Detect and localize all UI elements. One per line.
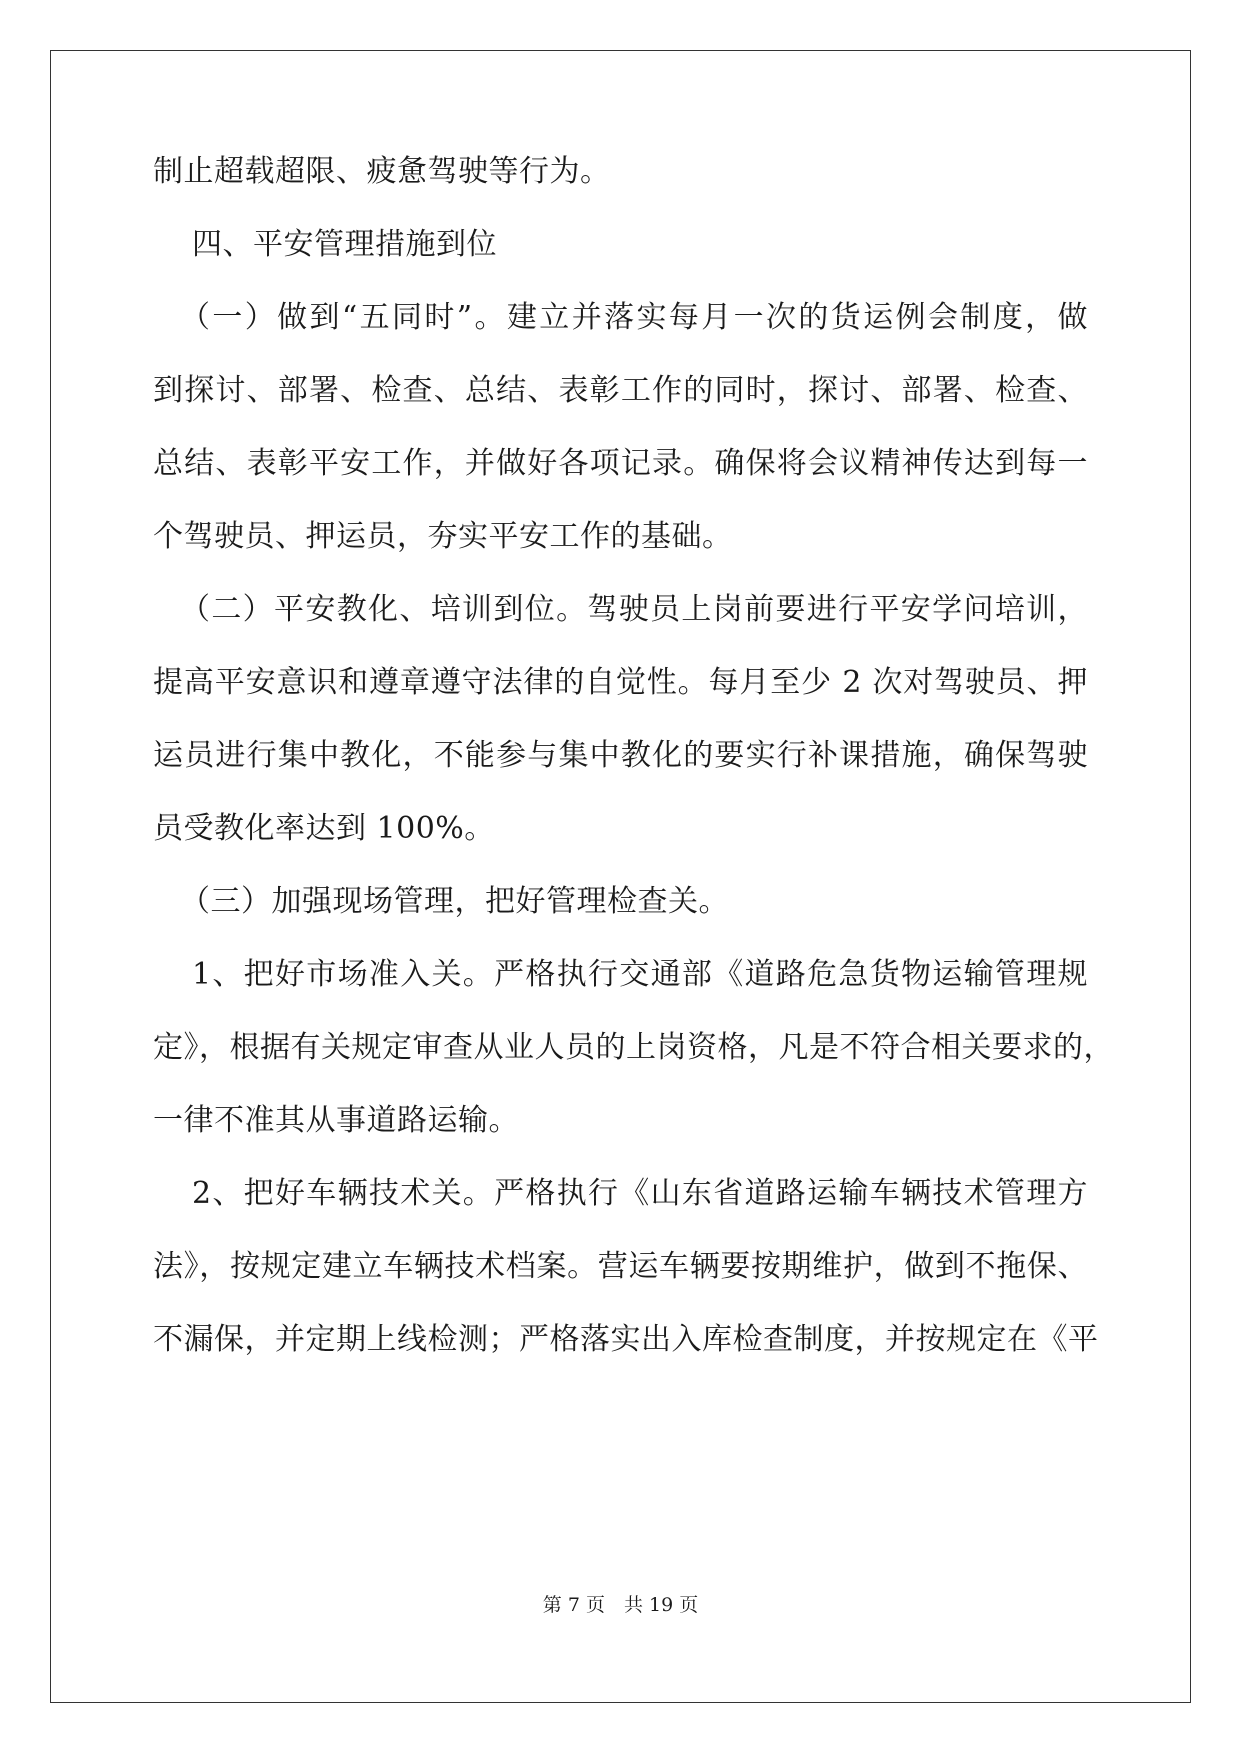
body-line: 到探讨、部署、检查、总结、表彰工作的同时，探讨、部署、检查、 <box>153 373 1088 408</box>
body-line: （二）平安教化、培训到位。驾驶员上岗前要进行平安学问培训， <box>180 592 1088 627</box>
body-line: 定》，根据有关规定审查从业人员的上岗资格，凡是不符合相关要求的， <box>153 1030 1114 1065</box>
body-line: 一律不准其从事道路运输。 <box>153 1103 519 1138</box>
body-line: 总结、表彰平安工作，并做好各项记录。确保将会议精神传达到每一 <box>153 446 1088 481</box>
body-line: 不漏保，并定期上线检测；严格落实出入库检查制度，并按规定在《平 <box>153 1322 1099 1357</box>
body-line: （一）做到“五同时”。建立并落实每月一次的货运例会制度，做 <box>180 300 1088 335</box>
subsection-heading: （三）加强现场管理，把好管理检查关。 <box>180 884 729 919</box>
page-number-footer: 第 7 页 共 19 页 <box>542 1594 699 1616</box>
body-line: 员受教化率达到 100%。 <box>153 811 495 846</box>
body-line: 1、把好市场准入关。严格执行交通部《道路危急货物运输管理规 <box>192 957 1088 992</box>
body-line: 法》，按规定建立车辆技术档案。营运车辆要按期维护，做到不拖保、 <box>153 1249 1088 1284</box>
body-line: 个驾驶员、押运员，夯实平安工作的基础。 <box>153 519 733 554</box>
body-line: 2、把好车辆技术关。严格执行《山东省道路运输车辆技术管理方 <box>192 1176 1088 1211</box>
section-heading: 四、平安管理措施到位 <box>192 227 497 262</box>
body-line: 制止超载超限、疲惫驾驶等行为。 <box>153 154 611 189</box>
body-line: 提高平安意识和遵章遵守法律的自觉性。每月至少 2 次对驾驶员、押 <box>153 665 1088 700</box>
body-line: 运员进行集中教化，不能参与集中教化的要实行补课措施，确保驾驶 <box>153 738 1088 773</box>
